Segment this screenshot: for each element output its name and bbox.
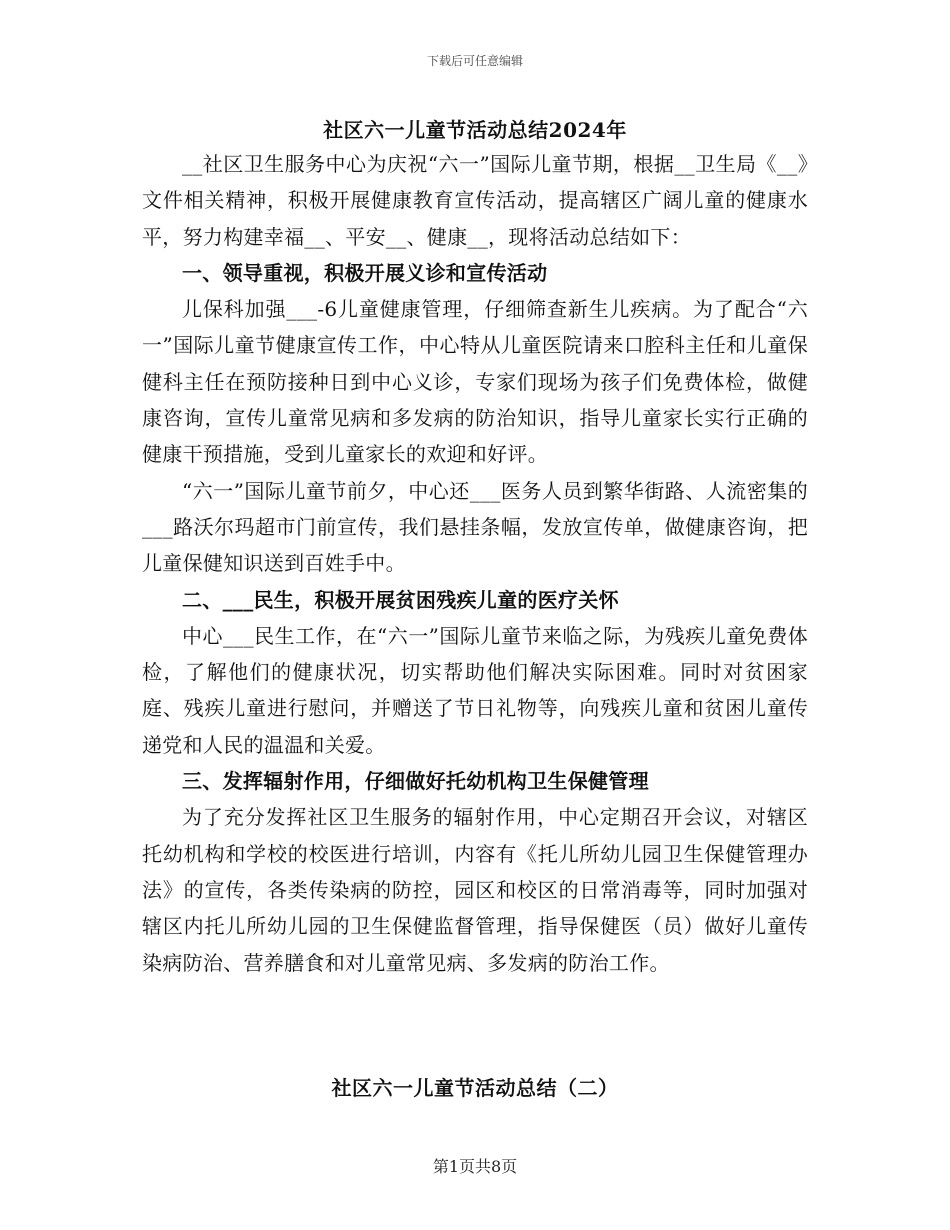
section-heading-2: 二、___民生，积极开展贫困残疾儿童的医疗关怀 (182, 587, 619, 612)
section-1-paragraph-2: “六一”国际儿童节前夕，中心还___医务人员到繁华街路、人流密集的___路沃尔玛超市门前宣传，我们悬挂条幅，发放宣传单，做健康咨询，把儿童保健知识送到百姓手中。 (142, 478, 808, 576)
section-3-paragraph-1: 为了充分发挥社区卫生服务的辐射作用，中心定期召开会议，对辖区托幼机构和学校的校医进行培训，内容有《托儿所幼儿园卫生保健管理办法》的宣传，各类传染病的防控，园区和校区的日常消毒等，同时加强对辖区内托儿所幼儿园的卫生保健监督管理，指导保健医（员）做好儿童传染病防治、营养膳食和对儿童常见病、多发病的防治工作。 (142, 805, 808, 975)
document-body (142, 146, 808, 981)
section-heading-3: 三、发挥辐射作用，仔细做好托幼机构卫生保健管理 (182, 769, 649, 794)
document-title: 社区六一儿童节活动总结2024年 (323, 118, 627, 142)
section-heading-1: 一、领导重视，积极开展义诊和宣传活动 (182, 260, 548, 285)
intro-paragraph: __社区卫生服务中心为庆祝“六一”国际儿童节期，根据__卫生局《__》文件相关精神，积极开展健康教育宣传活动，提高辖区广阔儿童的健康水平，努力构建幸福__、平安__、健康__，现将活动总结如下： (142, 152, 808, 249)
section-sub-title: 社区六一儿童节活动总结（二） (331, 1076, 619, 1100)
section-1-paragraph-1: 儿保科加强___-6儿童健康管理，仔细筛查新生儿疾病。为了配合“六一”国际儿童节健康宣传工作，中心特从儿童医院请来口腔科主任和儿童保健科主任在预防接种日到中心义诊，专家们现场为孩子们免费体检，做健康咨询，宣传儿童常见病和多发病的防治知识，指导儿童家长实行正确的健康干预措施，受到儿童家长的欢迎和好评。 (142, 297, 808, 467)
section-2-paragraph-1: 中心___民生工作，在“六一”国际儿童节来临之际，为残疾儿童免费体检，了解他们的健康状况，切实帮助他们解决实际困难。同时对贫困家庭、残疾儿童进行慰问，并赠送了节日礼物等，向残疾儿童和贫困儿童传递党和人民的温温和关爱。 (142, 623, 808, 757)
header-note: 下载后可任意编辑 (426, 54, 523, 68)
page-footer: 第1页共8页 (432, 1157, 518, 1176)
